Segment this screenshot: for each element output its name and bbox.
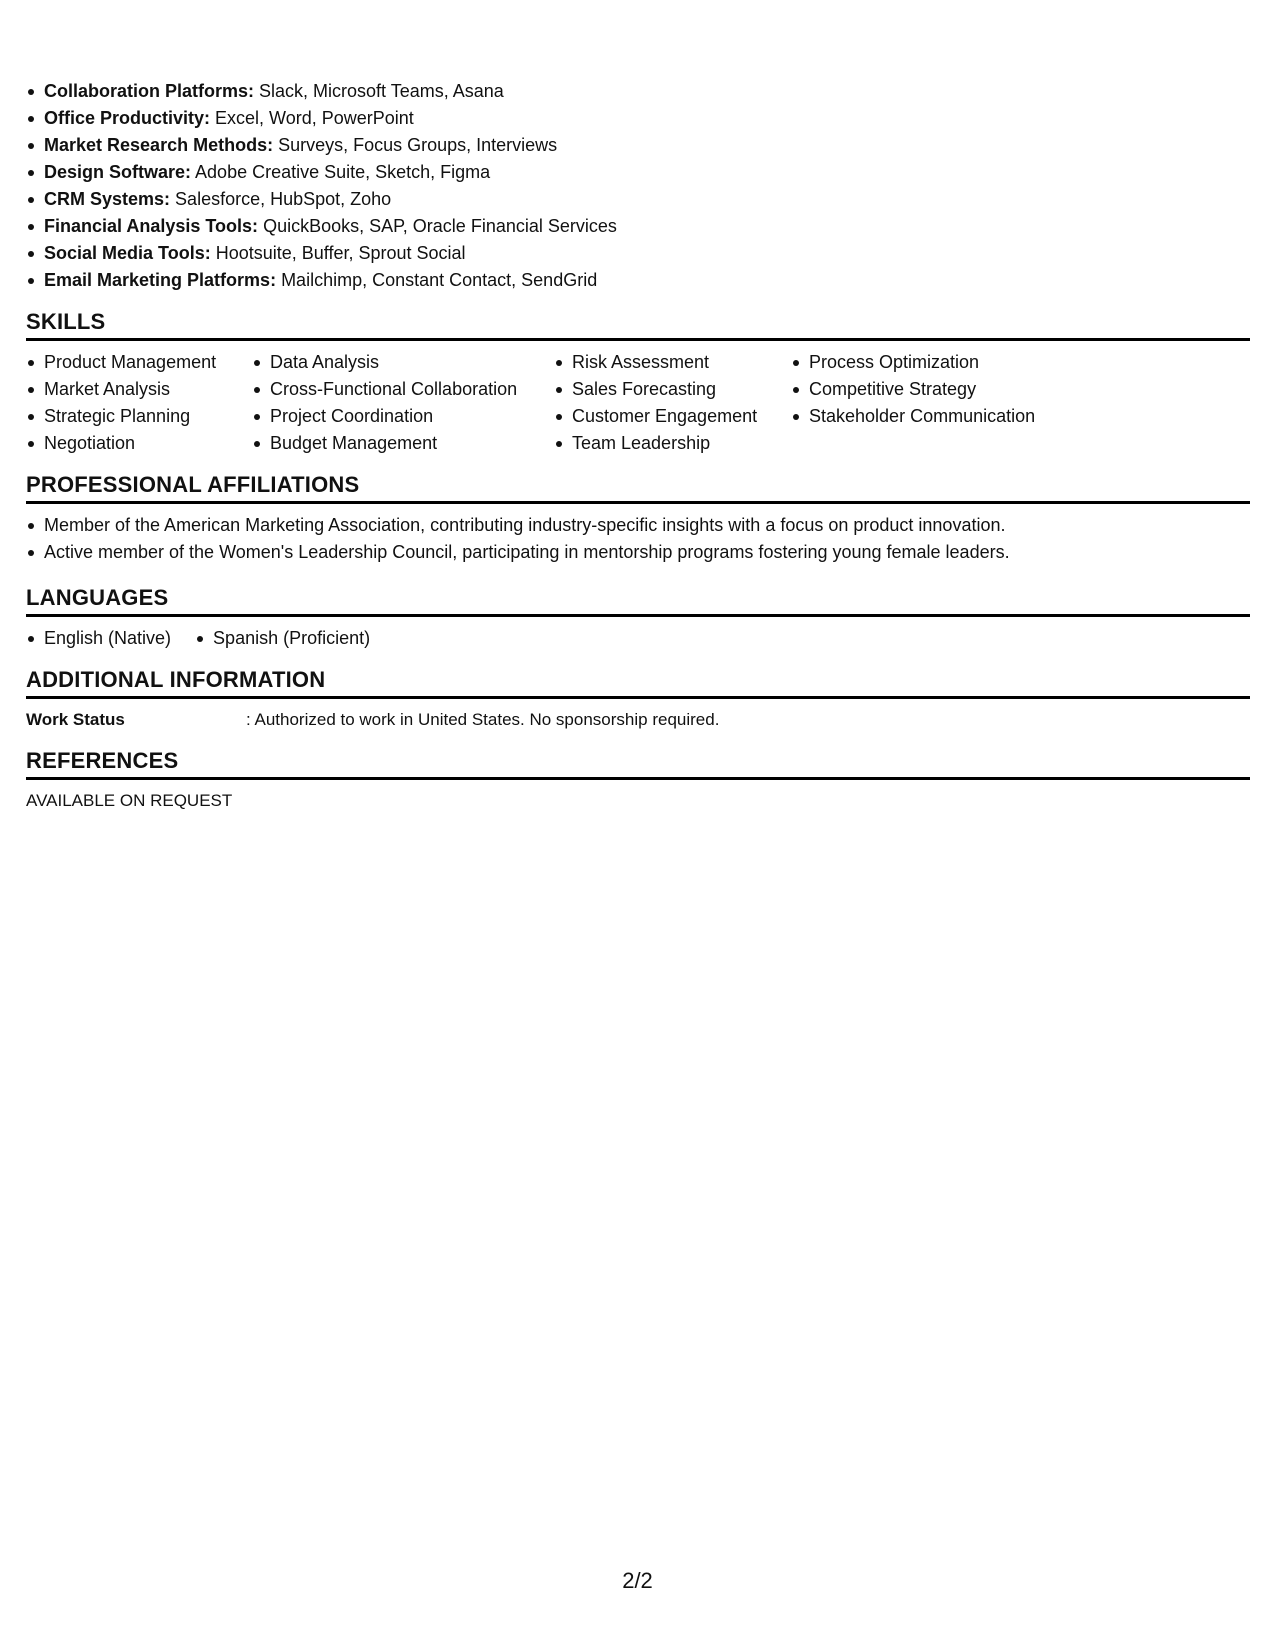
tools-list: [26, 78, 1250, 294]
section-title-additional-info: ADDITIONAL INFORMATION: [26, 666, 1250, 699]
skills-column-1: [26, 349, 252, 457]
languages-list: [26, 625, 1250, 652]
work-status-value: : Authorized to work in United States. No sponsorship required.: [246, 710, 720, 729]
list-item: Stakeholder Communication: [791, 403, 1091, 430]
list-item: Product Management: [26, 349, 252, 376]
list-item: Market Analysis: [26, 376, 252, 403]
list-item: Data Analysis: [252, 349, 554, 376]
affiliations-section: [26, 471, 1250, 566]
list-item: Budget Management: [252, 430, 554, 457]
work-status-label: Work Status: [26, 710, 125, 729]
list-item: Team Leadership: [554, 430, 791, 457]
section-title-skills: SKILLS: [26, 308, 1250, 341]
list-item: Active member of the Women's Leadership Council, participating in mentorship programs fostering young female leaders.: [26, 539, 1250, 566]
list-item: Risk Assessment: [554, 349, 791, 376]
list-item: Project Coordination: [252, 403, 554, 430]
list-item: Process Optimization: [791, 349, 1091, 376]
work-status-row: [26, 707, 1250, 733]
list-item: CRM Systems: Salesforce, HubSpot, Zoho: [26, 186, 1250, 213]
resume-page: [26, 78, 1250, 814]
list-item: Financial Analysis Tools: QuickBooks, SAP, Oracle Financial Services: [26, 213, 1250, 240]
list-item: Email Marketing Platforms: Mailchimp, Constant Contact, SendGrid: [26, 267, 1250, 294]
list-item: Competitive Strategy: [791, 376, 1091, 403]
list-item: Strategic Planning: [26, 403, 252, 430]
skills-section: [26, 308, 1250, 457]
skills-column-2: [252, 349, 554, 457]
languages-section: [26, 584, 1250, 652]
list-item: Spanish (Proficient): [195, 625, 370, 652]
section-title-affiliations: PROFESSIONAL AFFILIATIONS: [26, 471, 1250, 504]
references-section: [26, 747, 1250, 814]
list-item: Office Productivity: Excel, Word, PowerPoint: [26, 105, 1250, 132]
list-item: Customer Engagement: [554, 403, 791, 430]
list-item: Negotiation: [26, 430, 252, 457]
references-text: AVAILABLE ON REQUEST: [26, 791, 233, 810]
page-number: 2/2: [622, 1568, 653, 1593]
skills-grid: [26, 349, 1250, 457]
list-item: Member of the American Marketing Association, contributing industry-specific insights with a focus on product innovation.: [26, 512, 1250, 539]
list-item: Market Research Methods: Surveys, Focus Groups, Interviews: [26, 132, 1250, 159]
affiliations-list: [26, 512, 1250, 566]
list-item: Cross-Functional Collaboration: [252, 376, 554, 403]
additional-info-section: [26, 666, 1250, 733]
list-item: English (Native): [26, 625, 171, 652]
section-title-languages: LANGUAGES: [26, 584, 1250, 617]
list-item: Design Software: Adobe Creative Suite, Sketch, Figma: [26, 159, 1250, 186]
list-item: Collaboration Platforms: Slack, Microsoft Teams, Asana: [26, 78, 1250, 105]
skills-column-3: [554, 349, 791, 457]
section-title-references: REFERENCES: [26, 747, 1250, 780]
list-item: Social Media Tools: Hootsuite, Buffer, Sprout Social: [26, 240, 1250, 267]
skills-column-4: [791, 349, 1091, 457]
list-item: Sales Forecasting: [554, 376, 791, 403]
